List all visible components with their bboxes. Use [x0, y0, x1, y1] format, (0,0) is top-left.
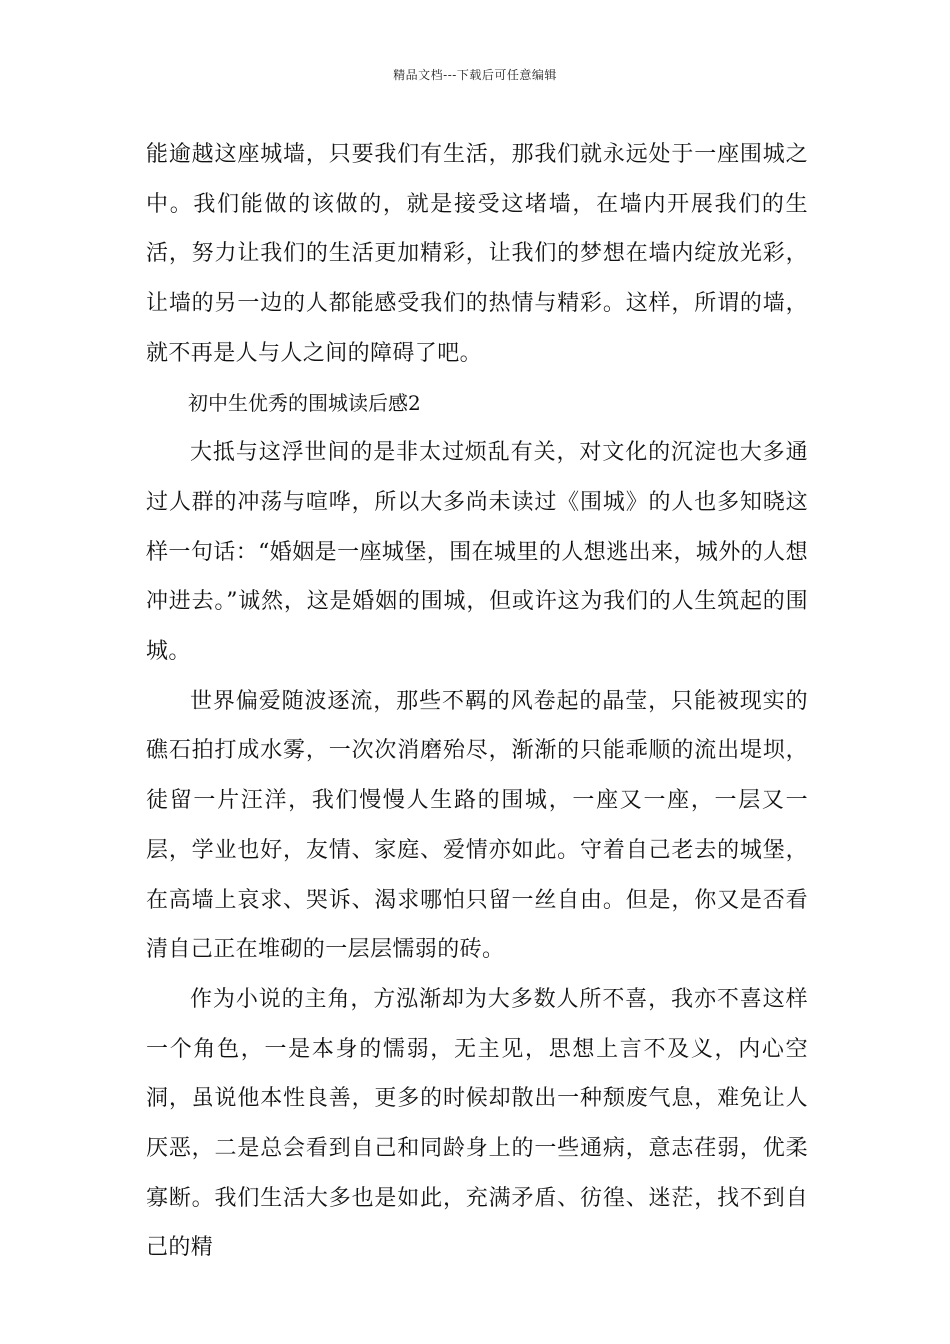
paragraph: 世界偏爱随波逐流，那些不羁的风卷起的晶莹，只能被现实的礁石拍打成水雾，一次次消磨殆尽，渐渐的只能乖顺的流出堤坝，徒留一片汪洋，我们慢慢人生路的围城，一座又一座，一层又一层，学业也好，友情、家庭、爱情亦如此。守着自己老去的城堡，在高墙上哀求、哭诉、渴求哪怕只留一丝自由。但是，你又是否看清自己正在堆砌的一层层懦弱的砖。	[146, 688, 808, 963]
section-title: 初中生优秀的围城读后感2	[188, 390, 421, 415]
paragraph-continuation: 能逾越这座城墙，只要我们有生活，那我们就永远处于一座围城之中。我们能做的该做的，就是接受这堵墙，在墙内开展我们的生活，努力让我们的生活更加精彩，让我们的梦想在墙内绽放光彩，让墙的另一边的人都能感受我们的热情与精彩。这样，所谓的墙，就不再是人与人之间的障碍了吧。	[146, 142, 808, 366]
paragraph: 作为小说的主角，方泓渐却为大多数人所不喜，我亦不喜这样一个角色，一是本身的懦弱，无主见，思想上言不及义，内心空洞，虽说他本性良善，更多的时候却散出一种颓废气息，难免让人厌恶，二是总会看到自己和同龄身上的一些通病，意志荏弱，优柔寡断。我们生活大多也是如此，充满矛盾、彷徨、迷茫，找不到自己的精	[146, 986, 808, 1261]
document-body	[146, 130, 808, 1273]
page-header: 精品文档---下载后可任意编辑	[393, 68, 557, 82]
paragraph: 大抵与这浮世间的是非太过烦乱有关，对文化的沉淀也大多通过人群的冲荡与喧哗，所以大多尚未读过《围城》的人也多知晓这样一句话：“婚姻是一座城堡，围在城里的人想逃出来，城外的人想冲进去。”诚然，这是婚姻的围城，但或许这为我们的人生筑起的围城。	[146, 440, 808, 665]
